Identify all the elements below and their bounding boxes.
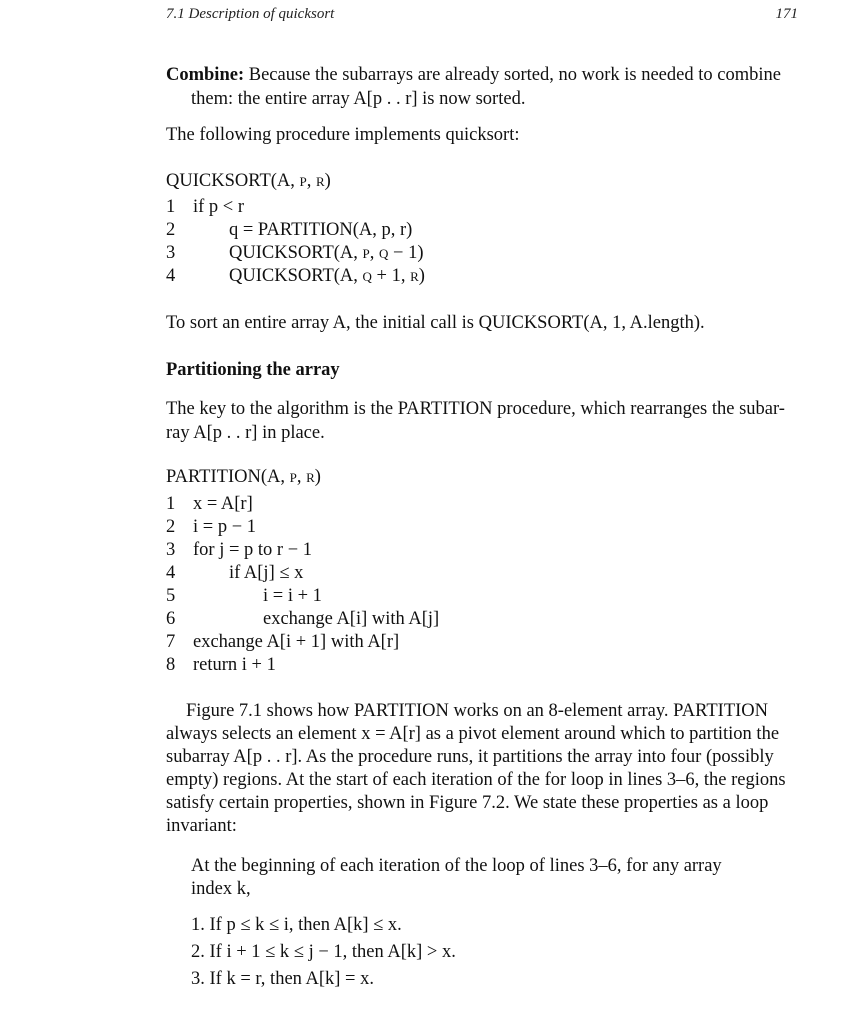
code-text: q = PARTITION(A, p, r) xyxy=(229,220,413,240)
section-heading: Partitioning the array xyxy=(166,360,340,380)
line-number: 4 xyxy=(166,266,176,286)
code-text: return i + 1 xyxy=(193,655,276,675)
combine-text-2: them: the entire array A[p . . r] is now sorted. xyxy=(191,89,526,109)
paragraph-line: satisfy certain properties, shown in Figure 7.2. We state these properties as a loop xyxy=(166,793,769,813)
line-number: 2 xyxy=(166,517,176,537)
page-number: 171 xyxy=(775,6,798,22)
section-title: 7.1 Description of quicksort xyxy=(166,6,335,22)
line-number: 6 xyxy=(166,609,176,629)
code-text: if A[j] ≤ x xyxy=(229,563,304,583)
code-text: QUICKSORT(A, p, q − 1) xyxy=(229,243,424,263)
invariant-line2: index k, xyxy=(191,879,251,899)
partition-signature: PARTITION(A, p, r) xyxy=(166,467,321,487)
line-number: 8 xyxy=(166,655,176,675)
paragraph-line: invariant: xyxy=(166,816,237,836)
code-text: exchange A[i + 1] with A[r] xyxy=(193,632,400,652)
combine-paragraph-line1 xyxy=(166,64,781,86)
line-number: 1 xyxy=(166,494,176,514)
line-number: 3 xyxy=(166,540,176,560)
code-text: x = A[r] xyxy=(193,494,253,514)
line-number: 1 xyxy=(166,197,176,217)
partition-intro-line2: ray A[p . . r] in place. xyxy=(166,423,325,443)
line-number: 2 xyxy=(166,220,176,240)
intro-sentence: The following procedure implements quicksort: xyxy=(166,125,520,145)
code-text: for j = p to r − 1 xyxy=(193,540,313,560)
code-text: i = i + 1 xyxy=(263,586,322,606)
code-text: i = p − 1 xyxy=(193,517,257,537)
paragraph-line: Figure 7.1 shows how PARTITION works on an 8-element array. PARTITION xyxy=(186,701,769,721)
code-text: QUICKSORT(A, q + 1, r) xyxy=(229,266,425,286)
line-number: 4 xyxy=(166,563,176,583)
line-number: 3 xyxy=(166,243,176,263)
invariant-line1: At the beginning of each iteration of the loop of lines 3–6, for any array xyxy=(191,856,722,876)
invariant-item: 3. If k = r, then A[k] = x. xyxy=(191,969,374,989)
paragraph-line: subarray A[p . . r]. As the procedure runs, it partitions the array into four (possibly xyxy=(166,747,774,767)
paragraph-line: empty) regions. At the start of each iteration of the for loop in lines 3–6, the regions xyxy=(166,770,786,790)
line-number: 5 xyxy=(166,586,176,606)
line-number: 7 xyxy=(166,632,176,652)
invariant-item: 1. If p ≤ k ≤ i, then A[k] ≤ x. xyxy=(191,915,402,935)
paragraph-line: always selects an element x = A[r] as a pivot element around which to partition the xyxy=(166,724,780,744)
partition-intro-line1: The key to the algorithm is the PARTITION procedure, which rearranges the subar- xyxy=(166,399,785,419)
code-text: if p < r xyxy=(193,197,245,217)
initial-call-sentence: To sort an entire array A, the initial call is QUICKSORT(A, 1, A.length). xyxy=(166,313,705,333)
code-text: exchange A[i] with A[j] xyxy=(263,609,440,629)
combine-text-1: Because the subarrays are already sorted, no work is needed to combine xyxy=(244,65,781,85)
combine-label: Combine: xyxy=(166,65,245,85)
invariant-item: 2. If i + 1 ≤ k ≤ j − 1, then A[k] > x. xyxy=(191,942,456,962)
quicksort-signature: QUICKSORT(A, p, r) xyxy=(166,171,331,191)
